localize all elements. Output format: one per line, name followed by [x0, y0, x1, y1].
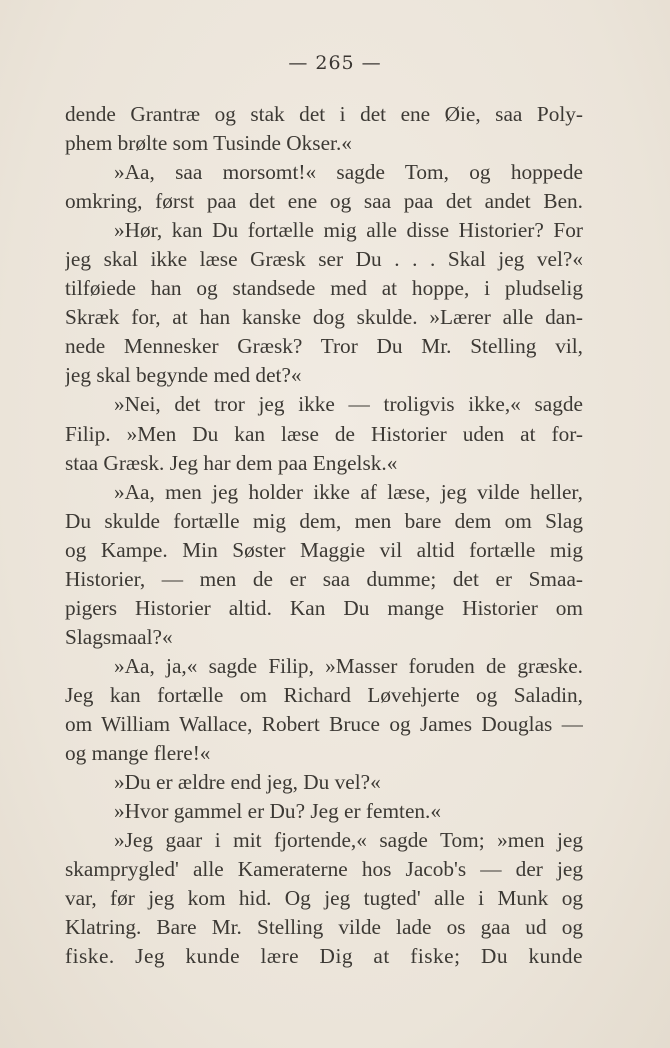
- text-line: jeg skal ikke læse Græsk ser Du . . . Skal jeg vel?«: [65, 247, 583, 272]
- text-line: Jeg kan fortælle om Richard Løvehjerte og Saladin,: [65, 682, 583, 707]
- text-line: Klatring. Bare Mr. Stelling vilde lade os gaa ud og: [65, 915, 583, 940]
- body-text: [65, 100, 583, 971]
- text-line: »Aa, saa morsomt!« sagde Tom, og hoppede: [114, 160, 583, 185]
- text-line: jeg skal begynde med det?«: [65, 363, 302, 388]
- page-number: — 265 —: [288, 52, 382, 74]
- text-line: »Aa, ja,« sagde Filip, »Masser foruden de græske.: [114, 653, 583, 678]
- text-line: og Kampe. Min Søster Maggie vil altid fortælle mig: [65, 537, 583, 562]
- text-line: »Nei, det tror jeg ikke — troligvis ikke,« sagde: [114, 392, 583, 417]
- text-line: og mange flere!«: [65, 741, 211, 766]
- text-line: nede Mennesker Græsk? Tror Du Mr. Stelling vil,: [65, 334, 583, 359]
- text-line: staa Græsk. Jeg har dem paa Engelsk.«: [65, 450, 398, 475]
- text-line: Skræk for, at han kanske dog skulde. »Lærer alle dan-: [65, 305, 583, 330]
- text-line: »Jeg gaar i mit fjortende,« sagde Tom; »men jeg: [114, 828, 583, 853]
- text-line: »Du er ældre end jeg, Du vel?«: [114, 770, 381, 795]
- text-line: pigers Historier altid. Kan Du mange Historier om: [65, 595, 583, 620]
- text-line: Historier, — men de er saa dumme; det er Smaa-: [65, 566, 583, 591]
- text-line: omkring, først paa det ene og saa paa det andet Ben.: [65, 189, 583, 214]
- text-line: om William Wallace, Robert Bruce og James Douglas —: [65, 711, 583, 736]
- text-line: phem brølte som Tusinde Okser.«: [65, 131, 352, 156]
- text-line: tilføiede han og standsede med at hoppe, i pludselig: [65, 276, 583, 301]
- text-line: Du skulde fortælle mig dem, men bare dem om Slag: [65, 508, 583, 533]
- text-line: var, før jeg kom hid. Og jeg tugted' alle i Munk og: [65, 886, 583, 911]
- text-line: »Hør, kan Du fortælle mig alle disse Historier? For: [114, 218, 583, 243]
- text-line: fiske. Jeg kunde lære Dig at fiske; Du kunde: [65, 944, 583, 969]
- text-line: »Hvor gammel er Du? Jeg er femten.«: [114, 799, 442, 824]
- text-line: dende Grantræ og stak det i det ene Øie, saa Poly-: [65, 102, 583, 126]
- text-line: Slagsmaal?«: [65, 624, 173, 649]
- text-line: »Aa, men jeg holder ikke af læse, jeg vilde heller,: [114, 479, 583, 504]
- text-line: skamprygled' alle Kameraterne hos Jacob's — der jeg: [65, 857, 583, 882]
- text-line: Filip. »Men Du kan læse de Historier uden at for-: [65, 421, 583, 446]
